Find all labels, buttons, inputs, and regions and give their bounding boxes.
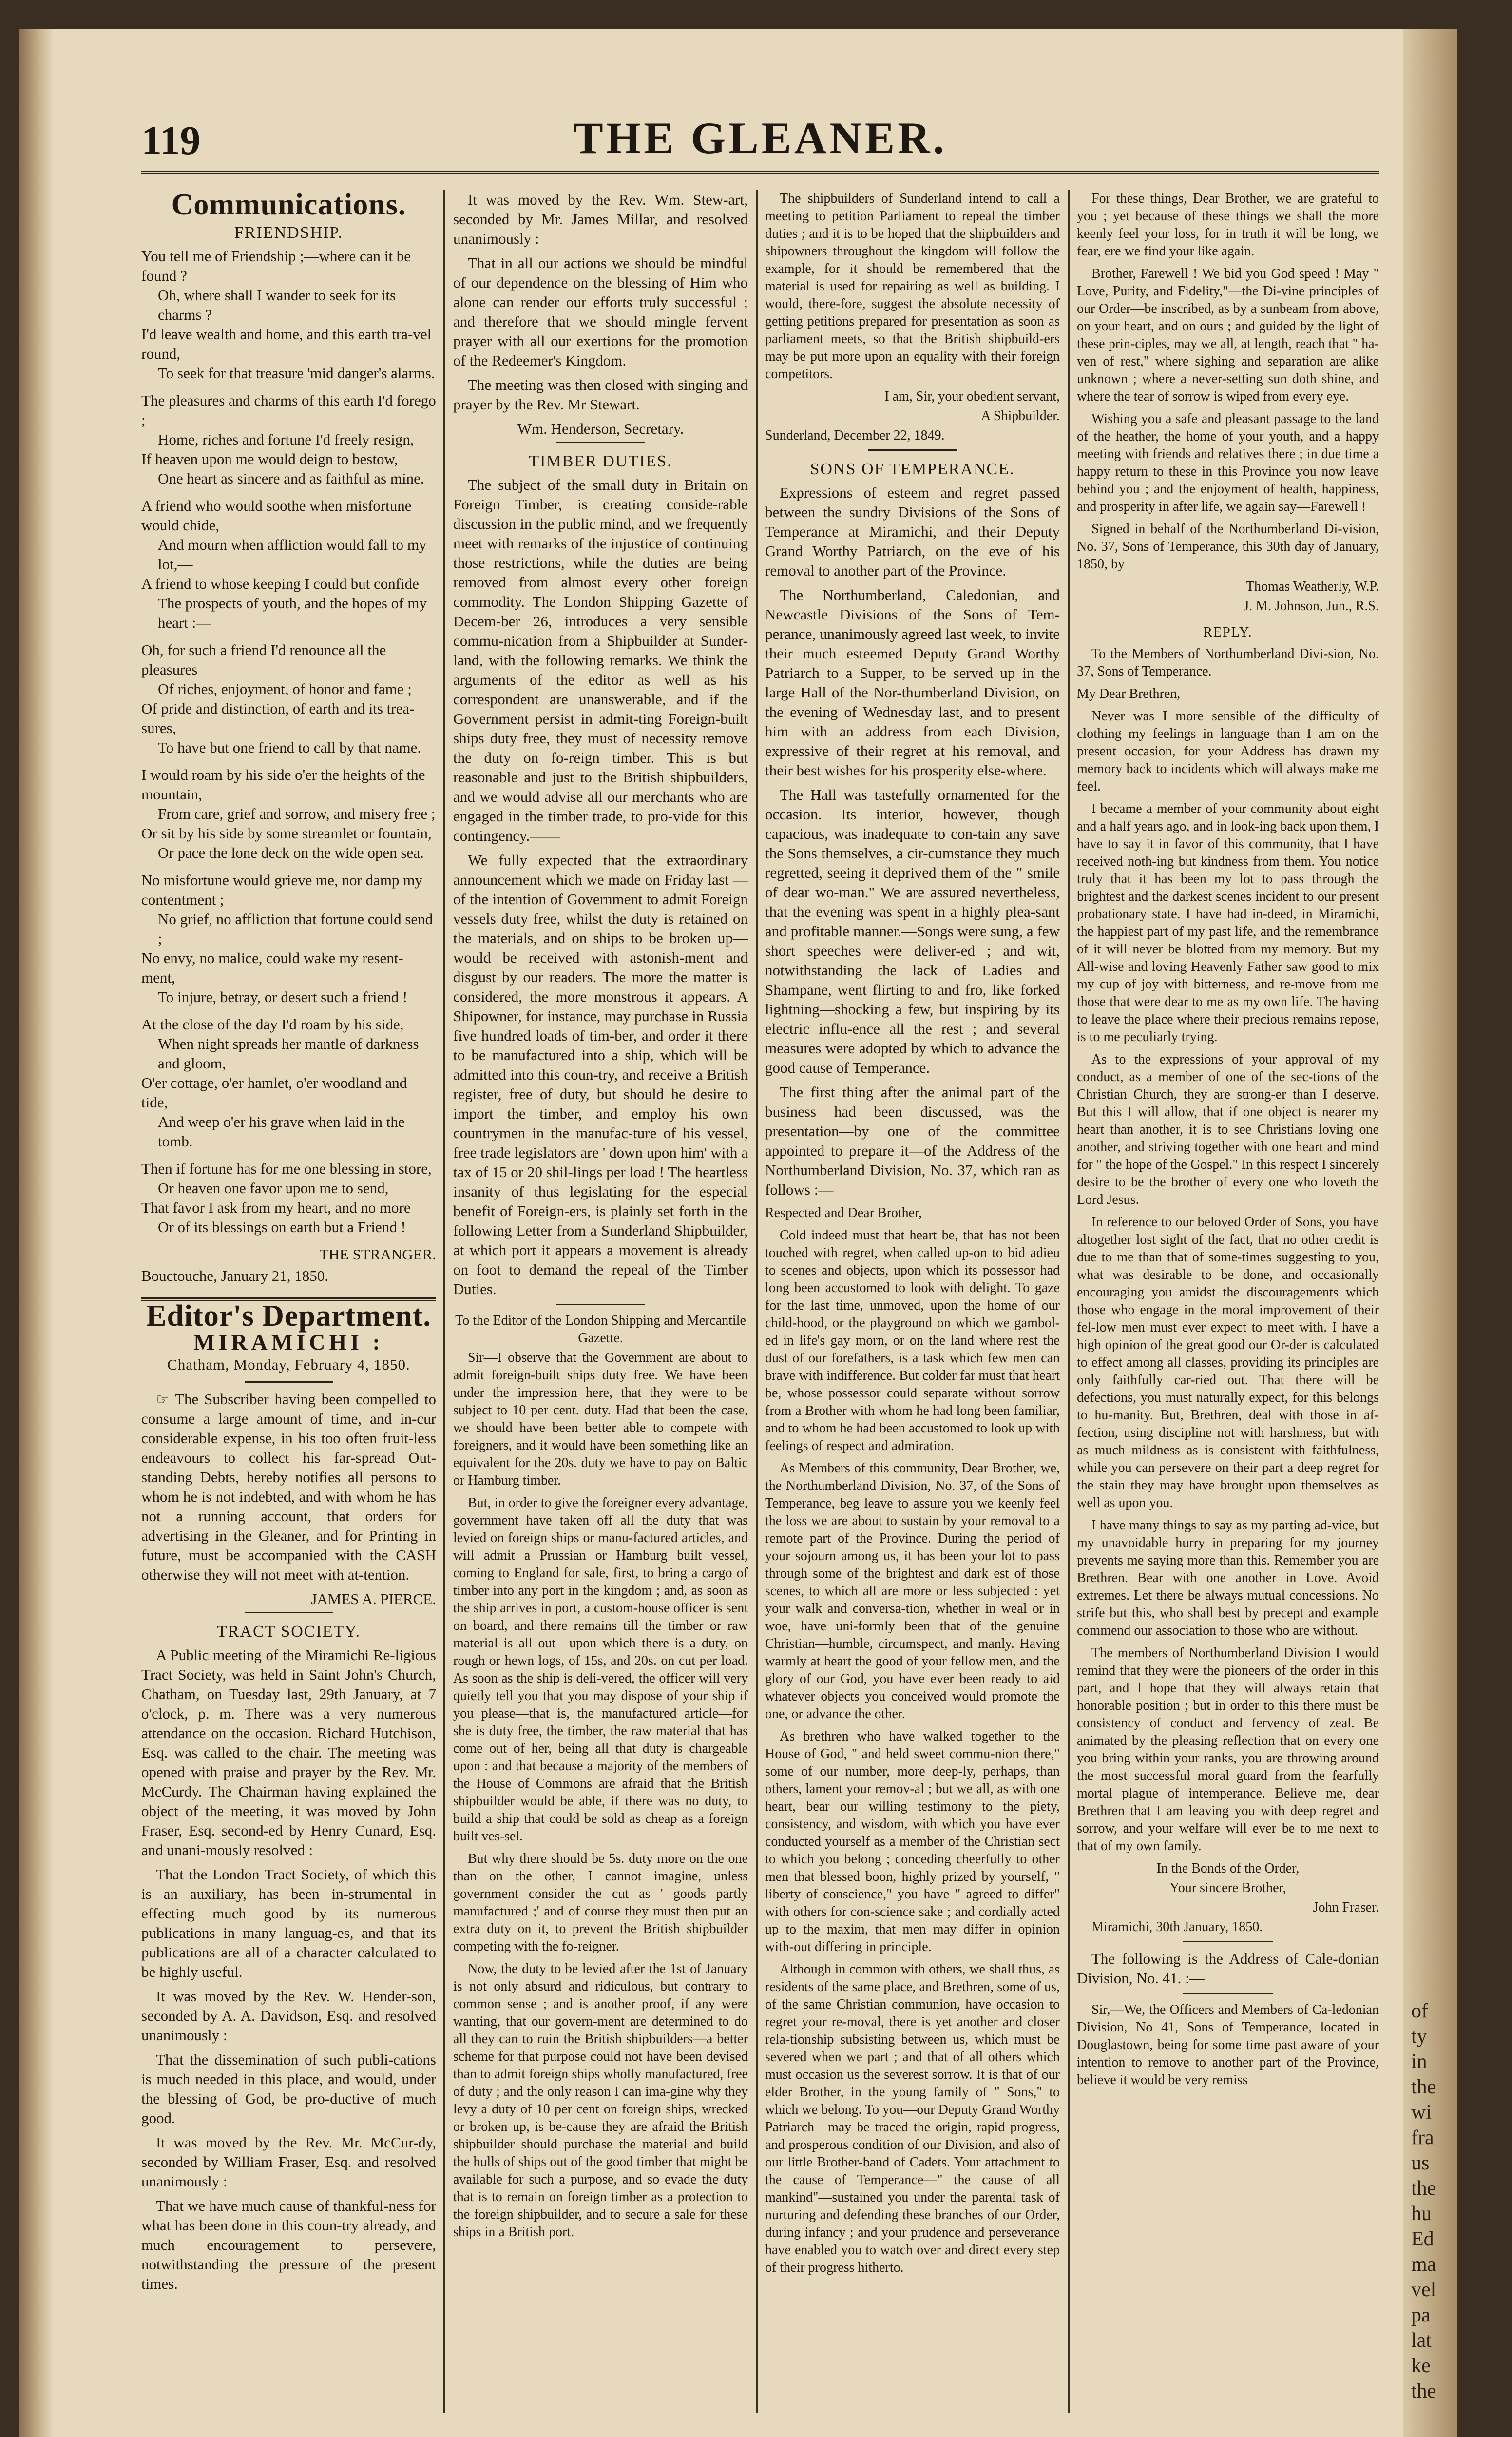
caledonian-text: Sir,—We, the Officers and Members of Ca-ledonian Division, No 41, Sons of Temperance, located in Douglastown, being for some time past aware of your intention to remove to another part of the Province, believe it would be very remiss [1077,2002,1379,2088]
book-spine [19,29,54,2437]
poem-stanza [141,870,436,1007]
paragraph: The shipbuilders of Sunderland intend to call a meeting to petition Parliament to repeal the timber duties ; and it is to be hoped that the shipbuilders and shipowners throughout the kingdom will follow the example, for it should be remembered that the material is used for repairing as well as building. I would, there-fore, suggest the absolute necessity of getting petitions prepared for presentation as soon as parliament meets, so that the British shipbuild-ers may be put more upon an equality with their foreign competitors. [765,191,1060,382]
margin-fragment: ma [1411,2253,1436,2276]
margin-fragment: lat [1411,2329,1432,2352]
editor-dateline: Chatham, Monday, February 4, 1850. [167,1356,410,1373]
short-rule [868,449,957,451]
page-number: 119 [141,118,201,163]
poem-stanza [141,247,436,383]
column-1 [141,190,436,2413]
poem-stanza [141,640,436,757]
paragraph: It was moved by the Rev. Mr. McCur-dy, seconded by William Fraser, Esq. and resolved unanimously : [141,2134,436,2190]
timber-title: TIMBER DUTIES. [529,452,672,470]
short-rule [245,1381,333,1383]
margin-fragment: the [1411,2380,1436,2402]
poem-stanza [141,765,436,863]
poem-line: Oh, for such a friend I'd renounce all the pleasures [141,641,386,678]
margin-fragment: in [1411,2050,1427,2073]
poem-line: I'd leave wealth and home, and this earth tra-vel round, [141,326,432,362]
margin-fragment: of [1411,2000,1428,2022]
paragraph: Sir—I observe that the Government are about to admit foreign-built ships duty free. We have been under the impression here, that they were to be subject to 10 per cent. duty. Had that been the case, we should have been better able to compete with foreigners, and it would have been something like an equivalent for the 20s. duty we have to pay on Baltic or Hamburg timber. [453,1350,748,1488]
margin-fragment: ty [1411,2025,1427,2048]
poem-line: Or sit by his side by some streamlet or fountain, [141,825,432,842]
margin-fragment: us [1411,2152,1430,2174]
page-header [141,112,1379,174]
tract-title: TRACT SOCIETY. [216,1623,361,1641]
poem-line: A friend to whose keeping I could but confide [141,575,419,592]
reply-close: In the Bonds of the Order, [1156,1861,1300,1876]
poem-line: Or of its blessings on earth but a Friend ! [158,1218,406,1236]
paragraph: Wishing you a safe and pleasant passage to the land of the heather, the home of your youth, and a happy meeting with friends and relatives there ; in due time a happy return to these in this Province you now leave behind you ; and the enjoyment of health, happiness, and prosperity in after life, we again say—Farewell ! [1077,411,1379,514]
paragraph: The meeting was then closed with singing and prayer by the Rev. Mr Stewart. [453,376,748,413]
reply-addressee: To the Members of Northumberland Divi-sion, No. 37, Sons of Temperance. [1077,646,1379,679]
column-area [141,190,1379,2413]
paragraph: That we have much cause of thankful-ness for what has been done in this coun-try already, and much encouragement to persevere, notwithstanding the pressure of the present times. [141,2197,436,2292]
column-2 [453,190,748,2413]
poem-line: I would roam by his side o'er the heights of the mountain, [141,766,425,803]
poem-line: Home, riches and fortune I'd freely resign, [158,431,414,448]
column-rule [1068,190,1070,2413]
poem-line: No grief, no affliction that fortune could send ; [158,910,433,947]
poem-place-date: Bouctouche, January 21, 1850. [141,1267,328,1284]
paragraph: It was moved by the Rev. W. Hender-son, seconded by A. A. Davidson, Esq. and resolved unanimously : [141,1988,436,2044]
temperance-title: SONS OF TEMPERANCE. [810,460,1015,478]
reply-close-2: Your sincere Brother, [1169,1880,1286,1895]
paragraph: A Public meeting of the Miramichi Re-ligious Tract Society, was held in Saint John's Church, Chatham, on Tuesday last, 29th January, at 7 o'clock, p. m. There was a very numerous attendance on the occasion. Richard Hutchison, Esq. was called to the chair. The meeting was opened with praise and prayer by the Rev. Mr. McCurdy. The Chairman having explained the object of the meeting, it was moved by John Fraser, Esq. second-ed by Henry Cunard, Esq. and unani-mously resolved : [141,1646,436,1858]
margin-fragment: ke [1411,2355,1431,2377]
poem-line: And mourn when affliction would fall to my lot,— [158,536,427,573]
letter-part2 [765,190,1060,383]
poem-line: The prospects of youth, and the hopes of my heart :— [158,595,427,631]
poem-line: Oh, where shall I wander to seek for its charms ? [158,287,396,323]
reply-place-date: Miramichi, 30th January, 1850. [1091,1919,1263,1934]
timber-paragraphs [453,475,748,1299]
address-part2 [1077,190,1379,573]
margin-fragment: vel [1411,2279,1436,2301]
paragraph: I have many things to say as my parting ad-vice, but my unavoidable hurry in preparing for my journey prevents me saying more than this. Remember you are Brethren. Bear with one another in Love. Avoid extremes. Let there be always mutual concessions. No strife but this, who shall best by precept and example commend our association to those who are without. [1077,1518,1379,1638]
short-rule [1183,1993,1273,1994]
paragraph: Expressions of esteem and regret passed between the sundry Divisions of the Sons of Temperance at Miramichi, and their Deputy Grand Worthy Patriarch, on the eve of his removal to another part of the Province. [765,484,1060,579]
poem-line: To injure, betray, or desert such a friend ! [158,988,408,1006]
poem-line: Of riches, enjoyment, of honor and fame ; [158,680,412,697]
paragraph: Brother, Farewell ! We bid you God speed ! May " Love, Purity, and Fidelity,"—the Di-vine principles of our Order—be inscribed, as by a sunbeam from above, on your heart, and on ours ; and guided by the light of these prin-ciples, may we all, at length, reach that " ha-ven of rest," where sighing and separation are alike unknown ; where a never-setting sun doth shine, and where the tear of sorrow is wiped from every eye. [1077,266,1379,404]
paragraph: Although in common with others, we shall thus, as residents of the same place, and Brethren, some of us, of the same Christian communion, have occasion to regret your re-moval, there is yet another and closer rela-tionship subsisting between us, which must be severed when we part ; and that of all others which must occasion us the severest sorrow. It is that of our elder Brother, in the young family of " Sons," to which we belong. To you—our Deputy Grand Worthy Patriarch—may be traced the origin, rapid progress, and prosperous condition of our Division, and also of our little Brother-band of Cadets. Your attachment to the cause of Temperance—" the cause of all mankind"—sustained you under the parental task of nurturing and defending these branches of our Order, during infancy ; and your prudence and perseverance have enabled you to watch over and direct every step of their progress hitherto. [765,1962,1060,2275]
address-part1 [765,1227,1060,2277]
margin-fragment: fra [1411,2127,1434,2149]
paragraph: For these things, Dear Brother, we are grateful to you ; yet because of these things we shall the more keenly feel your loss, for in truth it will be long, we fear, ere we find your like again. [1077,191,1379,259]
paragraph: Now, the duty to be levied after the 1st of January is not only absurd and ridiculous, but contrary to common sense ; and is another proof, if any were wanting, that our govern-ment are determined to do all they can to ruin the British shipbuilders—a better scheme for that purpose could not have been devised than to admit foreign ships wholly manufactured, free of duty ; and the only reason I can ima-gine why they levy a duty of 10 per cent on foreign ships, wrecked or broken up, is be-cause they are afraid the British shipbuilder should purchase the material and build the hulls of ships out of the good timber that might be available for such a purpose, and so evade the duty that is to remain on foreign timber as a protection to the foreign shipbuilder, and to secure a sale for these ships in a British port. [453,1961,748,2240]
subscriber-notice: ☞ The Subscriber having been compelled to consume a large amount of time, and in-cur considerable expense, in his too often fruit-less endeavours to collect his far-spread Out-standing Debts, hereby notifies all persons to whom he is not indebted, and with whom he has not a running account, that orders for advertising in the Gleaner, and for Printing in future, must be accompanied with the CASH otherwise they will not meet with at-tention. [141,1391,436,1583]
reply-signature: John Fraser. [1313,1900,1379,1915]
newspaper-page [19,29,1457,2437]
paragraph: It was moved by the Rev. Wm. Stew-art, seconded by Mr. James Millar, and resolved unanimously : [453,191,748,247]
paragraph: The first thing after the animal part of the business had been discussed, was the presentation—by one of the committee appointed to prepare it—of the Address of the Northumberland Division, No. 37, which ran as follows :— [765,1083,1060,1198]
margin-fragment: wi [1411,2101,1432,2124]
tract-signature: Wm. Henderson, Secretary. [517,420,684,437]
poem-line: If heaven upon me would deign to bestow, [141,450,398,467]
poem-stanza [141,1159,436,1237]
poem-line: Or pace the lone deck on the wide open sea. [158,844,424,861]
margin-fragment: hu [1411,2203,1432,2225]
paragraph: That in all our actions we should be mindful of our dependence on the blessing of Him who alone can render our efforts truly successful ; and therefore that we should mingle fervent prayer with all our exertions for the promotion of the Redeemer's Kingdom. [453,254,748,369]
tract-paragraphs-part2 [453,190,748,414]
poem-line: The pleasures and charms of this earth I'd forego ; [141,392,436,428]
paragraph: But why there should be 5s. duty more on the one than on the other, I cannot imagine, unless government consider the cut as ' goods partly manufactured ;' and of course they must then put an extra duty on it, to prevent the British shipbuilder competing with the fo-reigner. [453,1851,748,1954]
poem-line: Then if fortune has for me one blessing in store, [141,1160,432,1177]
adjacent-page-fragments [1411,1998,1450,2404]
poem-line: A friend who would soothe when misfortune would chide, [141,497,412,534]
letter-place-date: Sunderland, December 22, 1849. [765,428,945,443]
poem-line: When night spreads her mantle of darkness and gloom, [158,1035,419,1072]
paragraph: The members of Northumberland Division I would remind that they were the pioneers of the order in this part, and I hope that they will always retain that honorable position ; but in order to this there must be consistency of conduct and fervency of zeal. Be animated by the pleasing reflection that on every one you bring within your ranks, you are throwing around the most successful moral guard from the fearfully mortal plague of intemperance. Believe me, dear Brethren that I am leaving you with deep regret and sorrow, and your welfare will ever be to me next to that of my own family. [1077,1645,1379,1854]
paragraph: As to the expressions of your approval of my conduct, as a member of one of the sec-tions of the Christian Church, they are strong-er than I deserve. But this I will allow, that if one object is nearer my heart than another, it is to see Christians loving one another, and striving together with one heart and mind for " the hope of the Gospel." In this respect I sincerely desire to be the brother of every one who loveth the Lord Jesus. [1077,1052,1379,1207]
paragraph: As Members of this community, Dear Brother, we, the Northumberland Division, No. 37, of the Sons of Temperance, beg leave to assure you we keenly feel the loss we are about to sustain by your removal to a remote part of the Province. During the period of your sojourn among us, it has been your lot to pass through some of the brightest and dark est of those scenes, to which all are more or less subjected : yet your walk and conversa-tion, whether in weal or in woe, have uni-formly been that of the genuine Christian—humble, circumspect, and manly. Having warmly at heart the good of your fellow men, and the glory of our God, you have ever been ready to aid whatever objects you conceived would promote the one, or advance the other. [765,1461,1060,1721]
margin-fragment: Ed [1411,2228,1434,2250]
editor-place: MIRAMICHI : [193,1330,384,1354]
short-rule [1183,1941,1273,1942]
paragraph: I became a member of your community about eight and a half years ago, and in look-ing back upon them, I have to say it in favor of this community, that I have received noth-ing but kindness from them. You notice truly that it has been my lot to pass through the brightest and the darkest scenes incident to our present probationary state. I have had in-deed, in Miramichi, the happiest part of my past life, and the remembrance of it will never be blotted from my memory. But my All-wise and loving Heavenly Father saw good to mix my cup of joy with bitterness, and re-move from me those that were dear to me as my own life. The having to leave the place where their precious remains repose, is to me peculiarly trying. [1077,801,1379,1044]
letter-part1 [453,1349,748,2241]
poem-line: O'er cottage, o'er hamlet, o'er woodland and tide, [141,1074,407,1111]
poem-line: And weep o'er his grave when laid in the tomb. [158,1113,405,1150]
reply-paragraphs [1077,708,1379,1855]
address-signatory-1: Thomas Weatherly, W.P. [1245,579,1379,594]
column-4 [1077,190,1379,2413]
editor-heading: Editor's Department. [146,1299,431,1333]
poem-line: At the close of the day I'd roam by his side, [141,1016,404,1033]
paragraph: We fully expected that the extraordinary announcement which we made on Friday last —of the intention of Government to admit Foreign vessels duty free, whilst the duty is retained on the materials, and on ships to be broken up—would be received with astonish-ment and disgust by our readers. The more the matter is considered, the more monstrous it appears. A Shipowner, for instance, may purchase in Russia five hundred loads of tim-ber, and order it there to be manufactured into a ship, which will be admitted into this coun-try, and receive a British register, free of duty, but should he desire to import the timber, and employ his own countrymen in the manufac-ture of his vessel, free trade legislators are ' down upon him' with a tax of 15 or 20 shil-lings per load ! The heartless insanity of thus legislating for the especial benefit of Foreign-ers, is plainly set forth in the following Letter from a Sunderland Shipbuilder, at which port it appears a movement is already on foot to demand the repeal of the Timber Duties. [453,851,748,1297]
column-rule [756,190,758,2413]
poem-stanza [141,496,436,633]
poem-stanza [141,1015,436,1151]
paragraph: As brethren who have walked together to the House of God, " and held sweet commu-nion there," some of our number, more deep-ly, perhaps, than others, lament your remov-al ; but we all, as with one heart, bear our willing testimony to the piety, consistency, and wisdom, with which you have ever conducted yourself as a member of the Christian sect to which you belong ; conceding cheerfully to other men that blessed boon, highly prized by yourself, " liberty of conscience," you have " agreed to differ" with others for con-science sake ; and cordially acted up to the maxim, that men may differ in opinion with-out differing in principle. [765,1729,1060,1954]
letter-signature: A Shipbuilder. [981,408,1060,424]
poem-line: You tell me of Friendship ;—where can it be found ? [141,248,411,284]
address-salutation: Respected and Dear Brother, [765,1205,922,1220]
short-rule [556,1304,645,1305]
poem-title: FRIENDSHIP. [234,224,344,242]
poem-line: No envy, no malice, could wake my resent-ment, [141,949,403,986]
poem-line: That favor I ask from my heart, and no more [141,1199,411,1216]
poem-line: From care, grief and sorrow, and misery free ; [158,805,436,822]
margin-fragment: the [1411,2177,1436,2200]
tract-paragraphs-part1 [141,1645,436,2294]
poem-line: One heart as sincere and as faithful as mine. [158,470,424,487]
temperance-paragraphs [765,483,1060,1199]
paragraph: The Northumberland, Caledonian, and Newcastle Divisions of the Sons of Tem-perance, unanimously agreed last week, to invite their much esteemed Deputy Grand Worthy Patriarch to a Supper, to be served up in the large Hall of the Nor-thumberland Division, on the evening of Wednesday last, and to present him with an address from each Division, expressive of their regret at his removal, and their best wishes for his prosperity else-where. [765,586,1060,779]
address-signatory-2: J. M. Johnson, Jun., R.S. [1244,599,1379,614]
paragraph: The subject of the small duty in Britain on Foreign Timber, is creating conside-rable discussion in the public mind, and we frequently meet with remarks of the injustice of continuing those restrictions, while the duties are being removed from almost every other foreign commodity. The London Shipping Gazette of Decem-ber 26, introduces a very sensible commu-nication from a Shipbuilder at Sunder-land, with the following remarks. We think the arguments of the editor as well as his correspondent are unanswerable, and if the Government persist in admit-ting Foreign-built ships duty free, they must of necessity remove the duty on fo-reign timber. This is but reasonable and just to the British shipbuilders, and we would advise all our merchants who are engaged in the timber trade, to pro-vide for this contingency.—— [453,476,748,844]
margin-fragment: the [1411,2076,1436,2098]
communications-heading: Communications. [171,190,406,221]
short-rule [556,442,645,443]
reply-salutation: My Dear Brethren, [1077,686,1181,701]
paragraph: Never was I more sensible of the difficulty of clothing my feelings in language than I am on the present occasion, for your Address has drawn my memory back to incidents which will always make me feel. [1077,709,1379,794]
poem-stanza [141,391,436,488]
paragraph: In reference to our beloved Order of Sons, you have altogether lost sight of the fact, that no other credit is due to me than that of some-times suggesting to you, what was desirable to be done, and occasionally encouraging you amidst the discouragements which those who engage in the moral improvement of their fel-low men must ever expect to meet with. I have a high opinion of the great good our Or-der is calculated to effect among all classes, providing its principles are only faithfully car-ried out. That there will be defections, you must naturally expect, for this belongs to hu-manity. But, Brethren, deal with those in af-fection, using discipline not with harshness, but with as much mildness as is consistent with faithfulness, while you can persevere on their part a deep regret for the stain they may have brought upon themselves as well as upon you. [1077,1215,1379,1510]
short-rule [245,1612,333,1613]
paragraph: That the dissemination of such publi-cations is much needed in this place, and would, under the blessing of God, be pro-ductive of much good. [141,2051,436,2127]
letter-heading: To the Editor of the London Shipping and Mercantile Gazette. [455,1313,746,1346]
paragraph: Signed in behalf of the Northumberland Di-vision, No. 37, Sons of Temperance, this 30th day of January, 1850, by [1077,522,1379,572]
poem-signature: THE STRANGER. [319,1246,436,1263]
column-rule [443,190,445,2413]
reply-title: REPLY. [1203,625,1253,640]
poem-line: To seek for that treasure 'mid danger's alarms. [158,365,435,382]
poem-line: Of pride and distinction, of earth and its trea-sures, [141,700,415,736]
letter-close: I am, Sir, your obedient servant, [884,389,1060,404]
poem-line: Or heaven one favor upon me to send, [158,1180,389,1197]
paragraph: But, in order to give the foreigner every advantage, government have taken off all the duty that was levied on foreign ships or manu-factured articles, and will admit a Prussian or Hamburg built vessel, coming to England for sale, first, to bring a cargo of timber into any port in the kingdom ; and, as soon as the ship arrives in port, a custom-house officer is sent on board, and there remains till the timber or raw material is all out—upon which there is a duty, on rough or hewn logs, of 15s, and 20s. on cut per load. As soon as the ship is deli-vered, the officer will very quietly tell you that you may dispose of your ship if you please—that is, the manufactured article—for she is duty free, the timber, the raw material that has come out of her, being all that duty is chargeable upon : and that because a majority of the members of the House of Commons are afraid that the British shipbuilder would be able, if there was no duty, to build a ship that could be sold as cheap as a foreign built ves-sel. [453,1495,748,1844]
poem-line: No misfortune would grieve me, nor damp my contentment ; [141,871,422,908]
caledonian-intro: The following is the Address of Cale-donian Division, No. 41. :— [1077,1950,1379,1987]
paragraph: The Hall was tastefully ornamented for the occasion. Its interior, however, though capacious, was inadequate to con-tain any save the Sons themselves, a cir-cumstance they much regretted, seeing it deprived them of the " smile of dear wo-man." We are assured nevertheless, that the evening was spent in a highly plea-sant and profitable manner.—Songs were sung, a few short speeches were deliver-ed ; and wit, notwithstanding the lack of Ladies and Shampane, went flirting to and fro, like forked lightning—shocking a few, but inspiring by its electric influ-ence all the rest ; and several measures were adopted by which to advance the good cause of Temperance. [765,786,1060,1076]
margin-fragment: pa [1411,2304,1431,2326]
paragraph: That the London Tract Society, of which this is an auxiliary, has been in-strumental in effecting much good by its numerous publications in many languag-es, and that its publications are all of a character calculated to be highly useful. [141,1866,436,1980]
notice-signature: JAMES A. PIERCE. [311,1590,436,1607]
column-3 [765,190,1060,2413]
poem-line: To have but one friend to call by that name. [158,739,421,756]
poem-body [141,247,436,1237]
masthead-title: THE GLEANER. [573,113,947,163]
paragraph: Cold indeed must that heart be, that has not been touched with regret, when called up-on to bid adieu to scenes and objects, upon which its possessor had long been accustomed to look with delight. To gaze for the last time, unmoved, upon the home of our child-hood, or the playground on which we gambol-ed in life's gay morn, or on the land where rest the dust of our forefathers, is a task which few men can brave with indifference. But colder far must that heart be, whose possessor could separate without sorrow from a Brother with whom he had long been familiar, and to whom he had been accustomed to look up with feelings of respect and admiration. [765,1228,1060,1453]
